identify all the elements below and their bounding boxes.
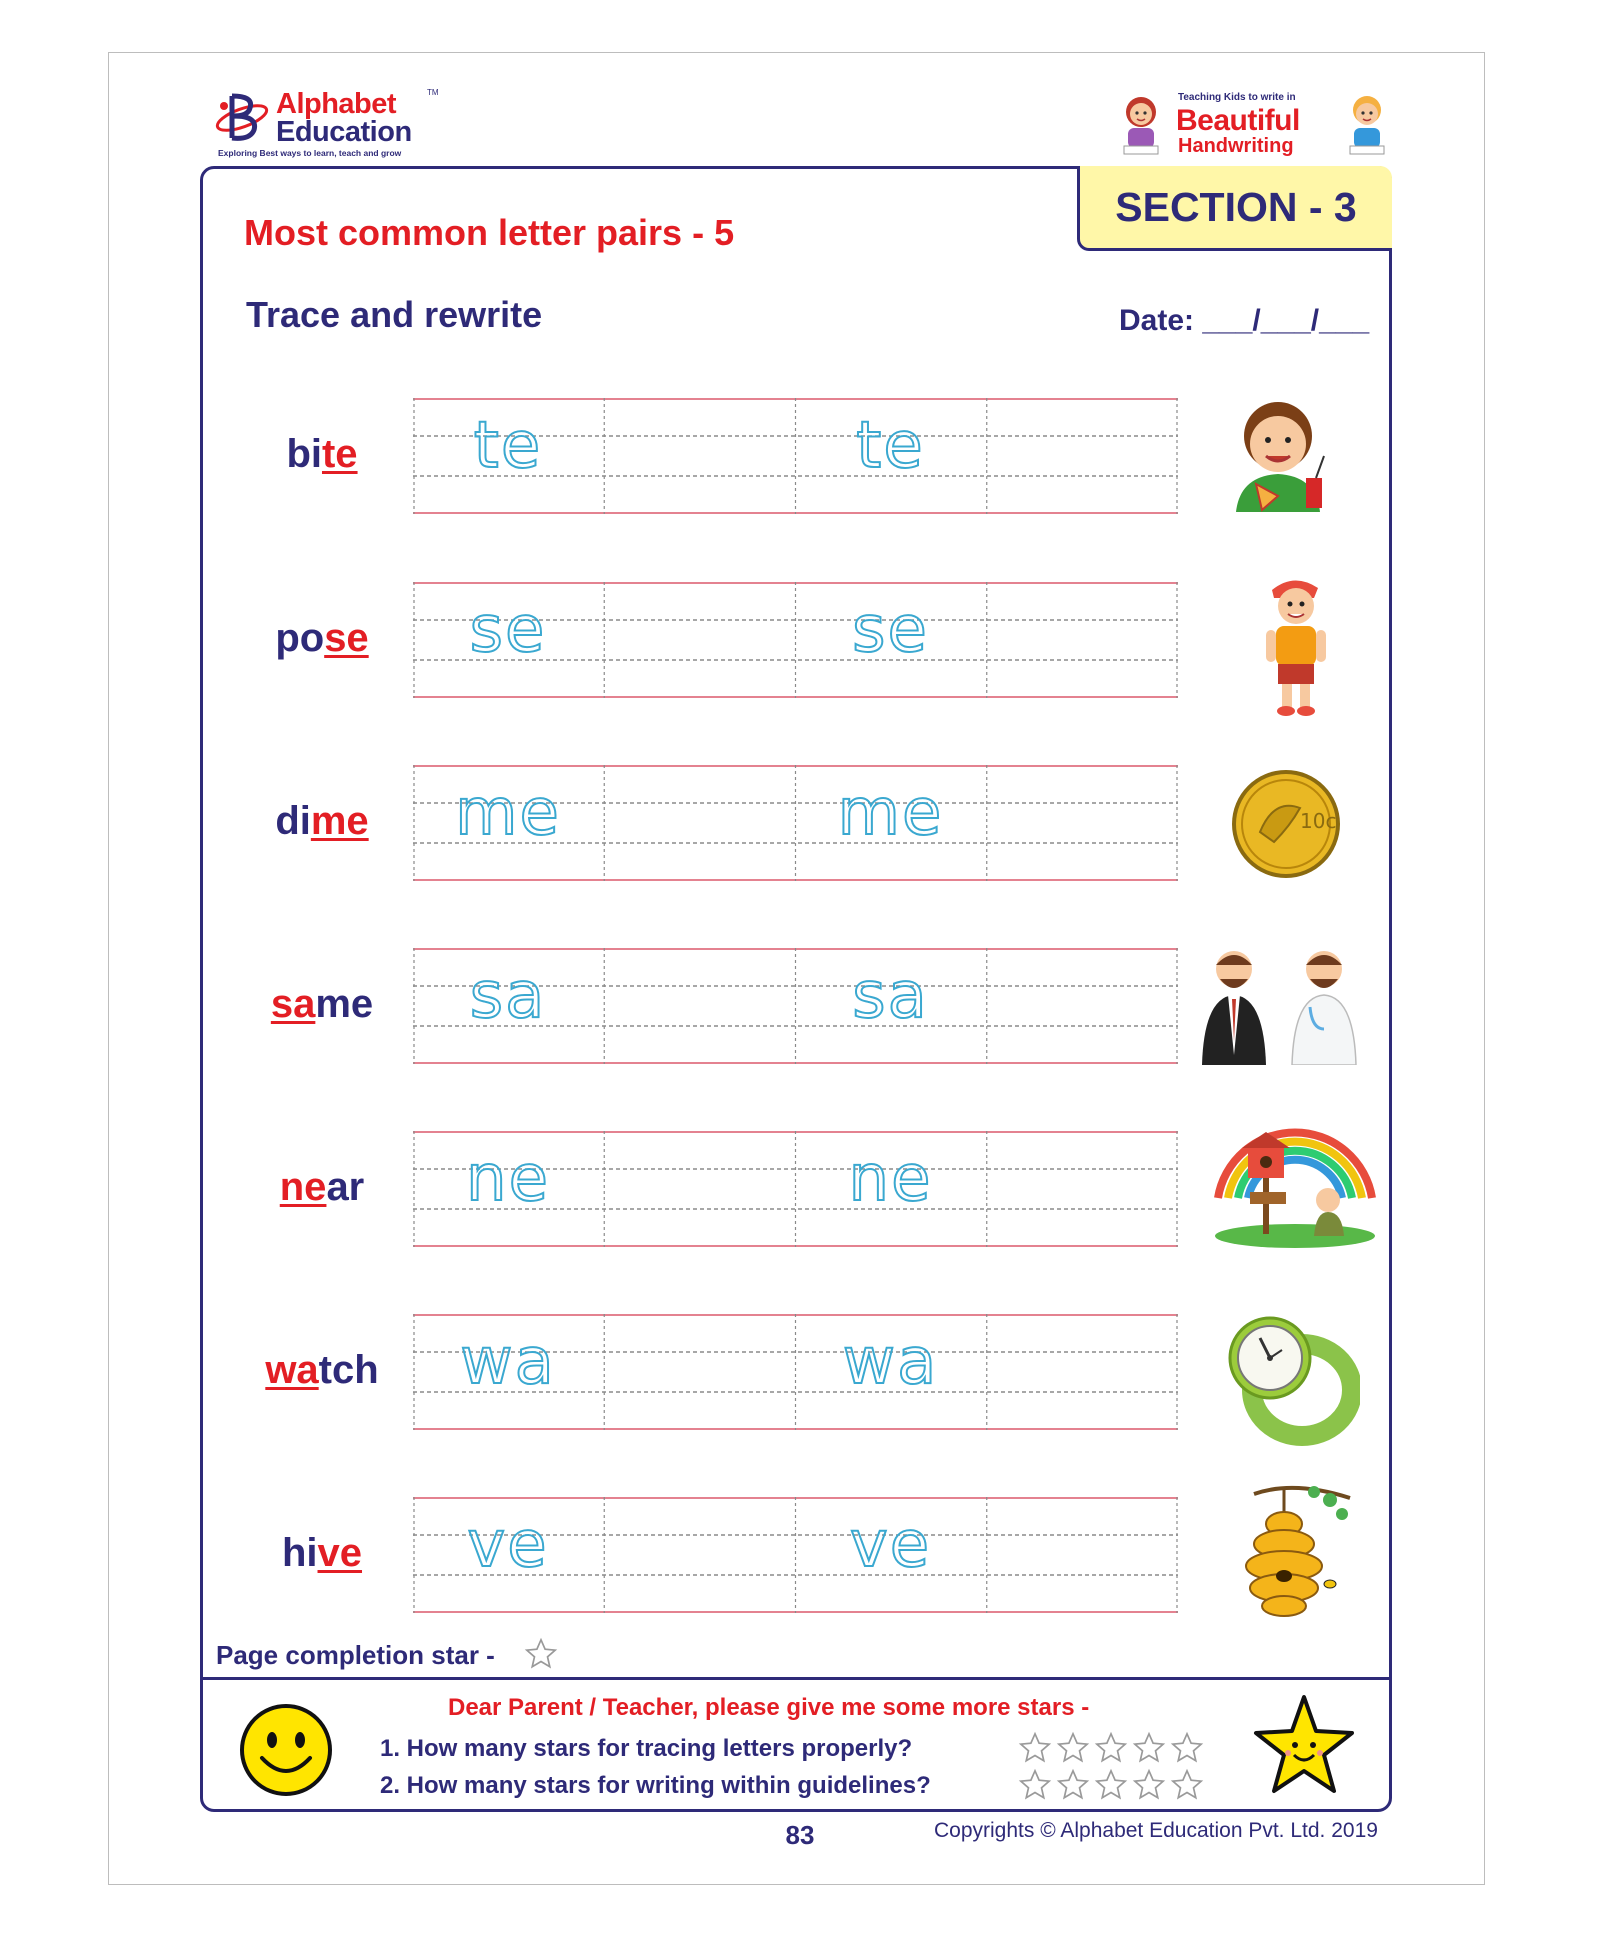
rating-star-icon[interactable] bbox=[1056, 1768, 1090, 1802]
rating-star-icon[interactable] bbox=[1056, 1731, 1090, 1765]
word-part: ar bbox=[326, 1165, 365, 1209]
brand-tagline: Exploring Best ways to learn, teach and grow bbox=[218, 148, 402, 158]
boy-writing-icon bbox=[1344, 92, 1390, 158]
wrist-watch-icon bbox=[1220, 1306, 1360, 1451]
trace-letter-pair: ve bbox=[467, 1508, 549, 1582]
instruction-text: Trace and rewrite bbox=[246, 294, 543, 335]
rating-star-icon[interactable] bbox=[1094, 1768, 1128, 1802]
trademark: TM bbox=[427, 88, 439, 97]
trace-letter-pair: wa bbox=[460, 1325, 556, 1399]
trace-letter-pair: wa bbox=[842, 1325, 939, 1399]
word-part: po bbox=[275, 616, 325, 660]
smiley-face-icon bbox=[238, 1702, 334, 1798]
trace-letter-pair: ve bbox=[849, 1508, 932, 1582]
birdhouse-near-boy-icon bbox=[1210, 1118, 1380, 1253]
brand-name-alphabet: Alphabet bbox=[276, 88, 397, 120]
alphabet-b-mark-icon bbox=[214, 90, 270, 144]
page-title: Most common letter pairs - 5 bbox=[244, 212, 735, 253]
tracing-star-rating bbox=[1018, 1731, 1208, 1765]
word-part: hi bbox=[281, 1531, 318, 1575]
trace-letter-pair: me bbox=[837, 776, 944, 850]
example-word bbox=[222, 432, 422, 477]
tracing-box[interactable] bbox=[413, 582, 1178, 698]
tracing-box[interactable] bbox=[413, 1314, 1178, 1430]
svg-text:10c: 10c bbox=[1300, 809, 1337, 833]
beautiful-text: Beautiful bbox=[1176, 104, 1300, 137]
smiling-star-icon bbox=[1252, 1693, 1356, 1797]
tracing-box[interactable] bbox=[413, 765, 1178, 881]
tracing-box[interactable] bbox=[413, 1497, 1178, 1613]
rating-star-icon[interactable] bbox=[1132, 1731, 1166, 1765]
question-guidelines: 2. How many stars for writing within guidelines? bbox=[380, 1772, 931, 1799]
rating-star-icon[interactable] bbox=[1094, 1731, 1128, 1765]
boy-posing-icon bbox=[1254, 568, 1334, 723]
trace-letter-pair: sa bbox=[469, 959, 547, 1033]
two-same-men-icon bbox=[1192, 945, 1372, 1070]
word-part: di bbox=[275, 799, 311, 843]
parent-teacher-note: Dear Parent / Teacher, please give me some more stars - bbox=[448, 1694, 1090, 1721]
trace-letter-pair: se bbox=[469, 593, 547, 667]
trace-letter-pair: te bbox=[473, 409, 543, 483]
highlighted-letter-pair: ne bbox=[279, 1165, 327, 1209]
beautiful-handwriting-logo bbox=[1118, 88, 1390, 164]
example-word bbox=[222, 1348, 422, 1393]
copyright-text: Copyrights © Alphabet Education Pvt. Ltd. 2019 bbox=[934, 1819, 1378, 1842]
guidelines-star-rating bbox=[1018, 1768, 1208, 1802]
example-word bbox=[222, 982, 422, 1027]
rating-star-icon[interactable] bbox=[1018, 1731, 1052, 1765]
highlighted-letter-pair: me bbox=[310, 799, 369, 843]
rating-star-icon[interactable] bbox=[1170, 1731, 1204, 1765]
girl-writing-icon bbox=[1118, 92, 1164, 158]
tracing-box[interactable] bbox=[413, 1131, 1178, 1247]
page-number: 83 bbox=[785, 1820, 815, 1850]
highlighted-letter-pair: ve bbox=[317, 1531, 363, 1575]
brand-name-education: Education bbox=[276, 116, 412, 148]
rating-star-icon[interactable] bbox=[1132, 1768, 1166, 1802]
handwriting-text: Handwriting bbox=[1178, 135, 1294, 157]
highlighted-letter-pair: te bbox=[321, 432, 358, 476]
boy-eating-pizza-icon bbox=[1226, 392, 1336, 517]
dime-coin-icon bbox=[1230, 768, 1342, 885]
section-label: SECTION - 3 bbox=[1077, 166, 1392, 251]
date-field: Date: ___/___/___ bbox=[1119, 304, 1370, 337]
tracing-box[interactable] bbox=[413, 398, 1178, 514]
word-part: me bbox=[315, 982, 374, 1026]
footer-divider bbox=[200, 1677, 1392, 1680]
trace-letter-pair: se bbox=[852, 593, 929, 667]
trace-letter-pair: te bbox=[856, 409, 925, 483]
highlighted-letter-pair: sa bbox=[270, 982, 316, 1026]
bee-hive-icon bbox=[1234, 1484, 1354, 1629]
example-word bbox=[222, 616, 422, 661]
word-part: tch bbox=[318, 1348, 379, 1392]
trace-letter-pair: ne bbox=[466, 1142, 550, 1216]
example-word bbox=[222, 799, 422, 844]
word-part: bi bbox=[286, 432, 322, 476]
alphabet-education-logo bbox=[214, 88, 444, 163]
completion-star-icon[interactable] bbox=[524, 1637, 558, 1671]
rating-star-icon[interactable] bbox=[1018, 1768, 1052, 1802]
trace-letter-pair: me bbox=[455, 776, 561, 850]
question-tracing: 1. How many stars for tracing letters properly? bbox=[380, 1735, 913, 1762]
highlighted-letter-pair: se bbox=[324, 616, 369, 660]
trace-letter-pair: ne bbox=[848, 1142, 933, 1216]
tracing-box[interactable] bbox=[413, 948, 1178, 1064]
example-word bbox=[222, 1165, 422, 1210]
highlighted-letter-pair: wa bbox=[265, 1348, 319, 1392]
page-completion-label: Page completion star - bbox=[216, 1640, 495, 1670]
handwriting-tagline: Teaching Kids to write in bbox=[1178, 92, 1296, 103]
rating-star-icon[interactable] bbox=[1170, 1768, 1204, 1802]
example-word bbox=[222, 1531, 422, 1576]
trace-letter-pair: sa bbox=[852, 959, 929, 1033]
